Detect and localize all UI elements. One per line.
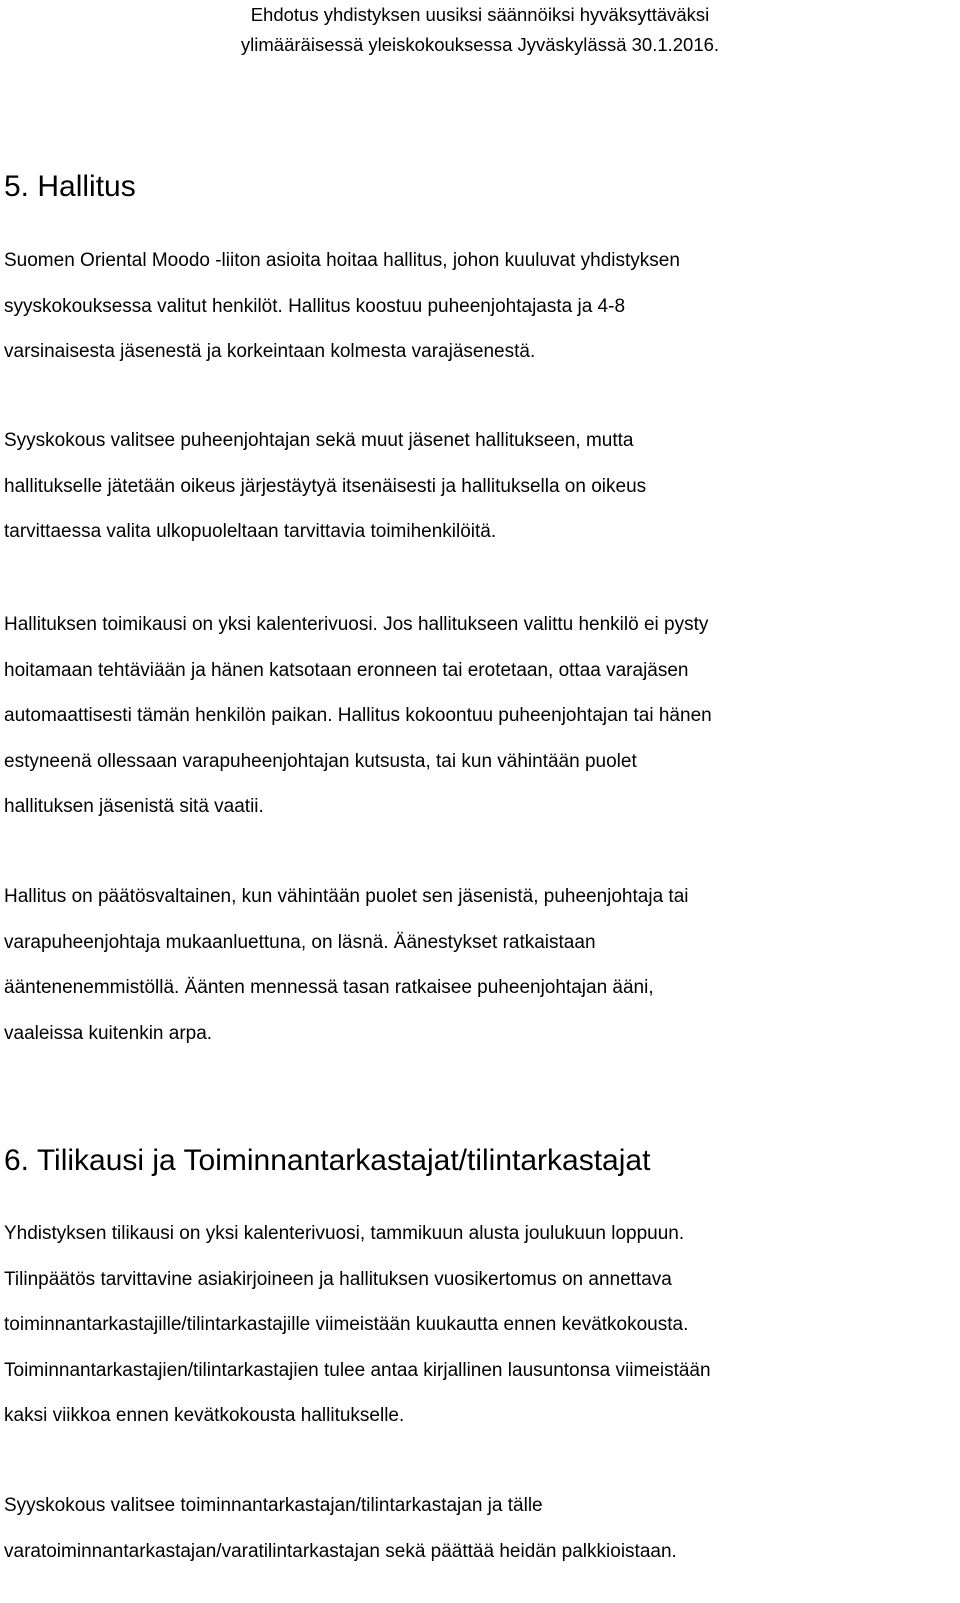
text-line: hoitamaan tehtäviään ja hänen katsotaan eronneen tai erotetaan, ottaa varajäsen: [4, 659, 689, 681]
document-header: [0, 0, 960, 60]
section-5-heading: 5. Hallitus: [4, 170, 136, 203]
text-line: Suomen Oriental Moodo -liiton asioita hoitaa hallitus, johon kuuluvat yhdistyksen: [4, 250, 680, 271]
text-line: kaksi viikkoa ennen kevätkokousta hallitukselle.: [4, 1405, 405, 1427]
section-5-paragraph-2: [4, 418, 944, 555]
section-6-paragraph-1: [4, 1211, 944, 1439]
text-line: ääntenenemmistöllä. Äänten mennessä tasan ratkaisee puheenjohtajan ääni,: [4, 977, 654, 999]
text-line: Hallituksen toimikausi on yksi kalenterivuosi. Jos hallitukseen valittu henkilö ei pysty: [4, 614, 709, 635]
text-line: automaattisesti tämän henkilön paikan. Hallitus kokoontuu puheenjohtajan tai hänen: [4, 705, 712, 727]
section-6-heading: 6. Tilikausi ja Toiminnantarkastajat/tilintarkastajat: [4, 1144, 651, 1177]
text-line: Syyskokous valitsee puheenjohtajan sekä muut jäsenet hallitukseen, mutta: [4, 430, 634, 451]
text-line: hallitukselle jätetään oikeus järjestäytyä itsenäisesti ja hallituksella on oikeus: [4, 475, 647, 497]
text-line: Toiminnantarkastajien/tilintarkastajien tulee antaa kirjallinen lausuntonsa viimeistään: [4, 1359, 711, 1381]
section-6-paragraph-2: [4, 1483, 944, 1574]
section-5-paragraph-3: [4, 602, 944, 830]
text-line: Yhdistyksen tilikausi on yksi kalenterivuosi, tammikuun alusta joulukuun loppuun.: [4, 1223, 685, 1244]
text-line: Tilinpäätös tarvittavine asiakirjoineen ja hallituksen vuosikertomus on annettava: [4, 1268, 672, 1290]
section-5-paragraph-1: [4, 238, 944, 375]
text-line: Syyskokous valitsee toiminnantarkastajan/tilintarkastajan ja tälle: [4, 1495, 543, 1516]
text-line: estyneenä ollessaan varapuheenjohtajan kutsusta, tai kun vähintään puolet: [4, 750, 637, 772]
text-line: toiminnantarkastajille/tilintarkastajille viimeistään kuukautta ennen kevätkokousta.: [4, 1314, 689, 1336]
text-line: varsinaisesta jäsenestä ja korkeintaan kolmesta varajäsenestä.: [4, 341, 536, 363]
text-line: Hallitus on päätösvaltainen, kun vähintään puolet sen jäsenistä, puheenjohtaja tai: [4, 886, 689, 907]
text-line: varatoiminnantarkastajan/varatilintarkastajan sekä päättää heidän palkkioistaan.: [4, 1540, 677, 1562]
text-line: varapuheenjohtaja mukaanluettuna, on läsnä. Äänestykset ratkaistaan: [4, 931, 596, 953]
text-line: syyskokouksessa valitut henkilöt. Hallitus koostuu puheenjohtajasta ja 4-8: [4, 295, 626, 317]
section-5-paragraph-4: [4, 874, 944, 1056]
text-line: tarvittaessa valita ulkopuoleltaan tarvittavia toimihenkilöitä.: [4, 521, 497, 543]
text-line: hallituksen jäsenistä sitä vaatii.: [4, 796, 264, 818]
text-line: vaaleissa kuitenkin arpa.: [4, 1022, 213, 1044]
header-line-1: Ehdotus yhdistyksen uusiksi säännöiksi hyväksyttäväksi: [250, 4, 710, 25]
header-line-2: ylimääräisessä yleiskokouksessa Jyväskylässä 30.1.2016.: [240, 34, 720, 55]
